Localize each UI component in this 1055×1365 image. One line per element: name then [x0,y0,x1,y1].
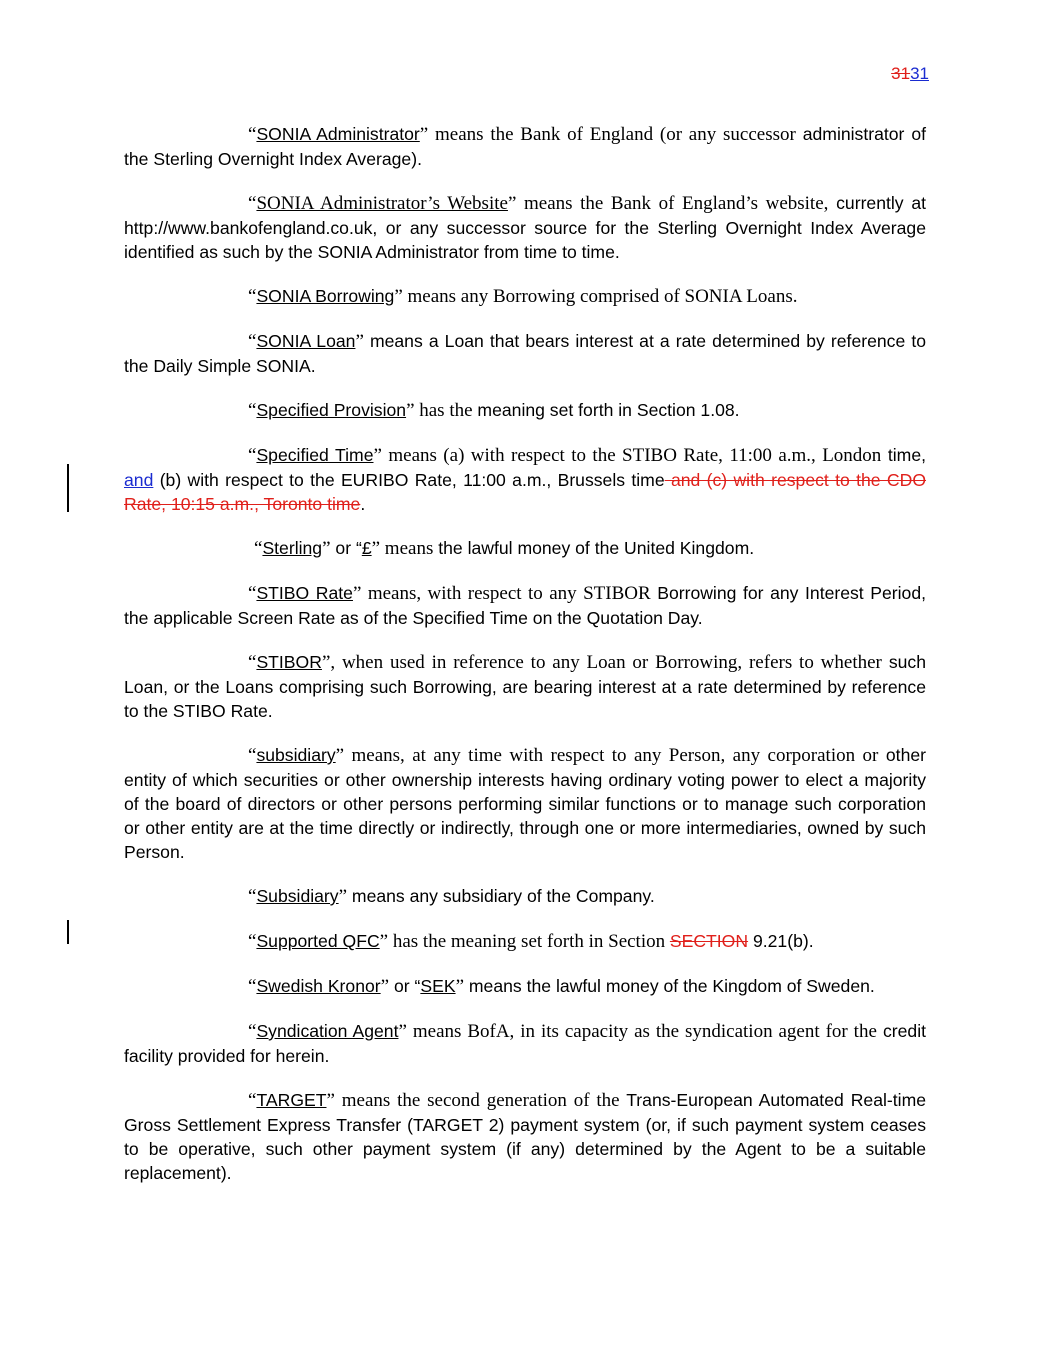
definition-sonia-borrowing: “SONIA Borrowing” means any Borrowing comprised of SONIA Loans. [248,286,798,307]
definition-specified-time: “Specified Time” means (a) with respect to the STIBO Rate, 11:00 a.m., London time, and (b) with respect to the EURIBO Rate, 11:00 a.m., Brussels time and (c) with respect to the CDO Rate, 10:15 a.m., Toronto time. [124,445,927,514]
definition-sterling: “Sterling” or “£” means the lawful money of the United Kingdom. [254,538,755,559]
page-number-deleted: 31 [891,64,911,83]
document-body [124,122,926,1205]
page-number [891,64,929,84]
definition-subsidiary-lower: “subsidiary” means, at any time with respect to any Person, any corporation or other entity of which securities or other ownership interests having ordinary voting power to elect a majority of the board of directors or other persons performing similar functions or to manage such corporation or other entity are at the time directly or indirectly, through one or more intermediaries, owned by such Person. [124,745,926,862]
definition-syndication-agent: “Syndication Agent” means BofA, in its capacity as the syndication agent for the credit facility provided for herein. [124,1021,926,1066]
deleted-text: SECTION [669,931,749,951]
definition-sonia-administrators-website: “SONIA Administrator’s Website” means the Bank of England’s website, currently at http://www.bankofengland.co.uk, or any successor source for the Sterling Overnight Index Average identified as such by the SONIA Administrator from time to time. [124,193,926,262]
definition-sonia-administrator: “SONIA Administrator” means the Bank of England (or any successor administrator of the Sterling Overnight Index Average). [124,124,926,169]
definition-stibo-rate: “STIBO Rate” means, with respect to any STIBOR Borrowing for any Interest Period, the applicable Screen Rate as of the Specified Time on the Quotation Day. [124,583,927,628]
page-number-inserted: 31 [910,64,929,83]
deleted-text: and (c) with respect to the CDO Rate, 10:15 a.m., Toronto time [124,470,927,514]
change-bar [67,920,69,944]
definition-stibor: “STIBOR”, when used in reference to any Loan or Borrowing, refers to whether such Loan, or the Loans comprising such Borrowing, are bearing interest at a rate determined by reference to the STIBO Rate. [124,652,926,721]
inserted-text: and [124,470,154,490]
definition-supported-qfc: “Supported QFC” has the meaning set forth in Section SECTION 9.21(b). [248,931,814,952]
definition-subsidiary: “Subsidiary” means any subsidiary of the Company. [248,886,655,907]
definition-sonia-loan: “SONIA Loan” means a Loan that bears interest at a rate determined by reference to the Daily Simple SONIA. [124,331,926,376]
definition-swedish-kronor: “Swedish Kronor” or “SEK” means the lawful money of the Kingdom of Sweden. [248,976,875,997]
change-bar [67,464,69,512]
definition-target: “TARGET” means the second generation of the Trans-European Automated Real-time Gross Settlement Express Transfer (TARGET 2) payment system (or, if such payment system ceases to be operative, such other payment system (if any) determined by the Agent to be a suitable replacement). [124,1090,927,1183]
definition-specified-provision: “Specified Provision” has the meaning set forth in Section 1.08. [248,400,740,421]
